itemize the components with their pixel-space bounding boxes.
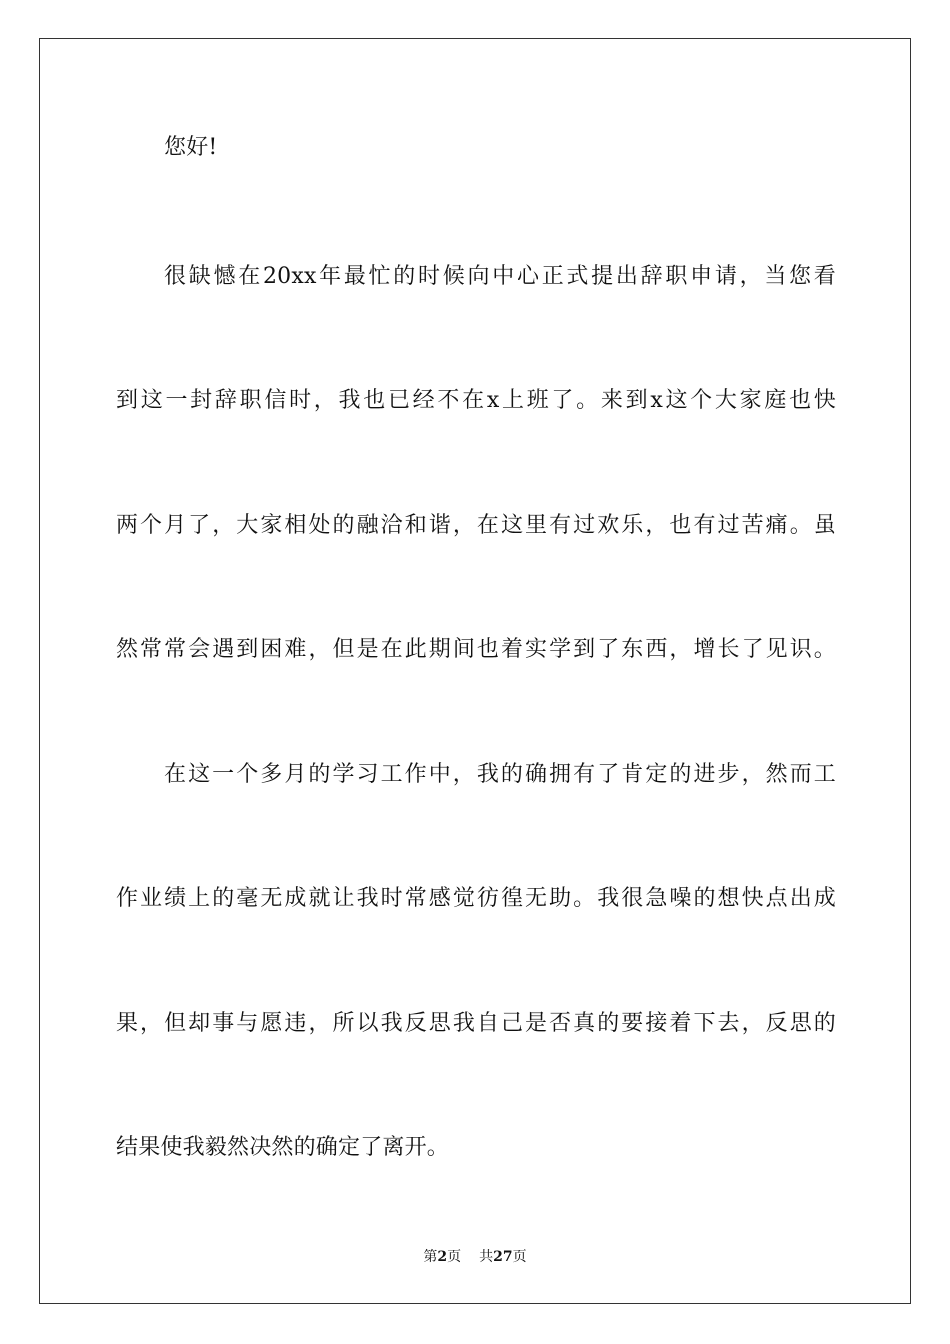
footer-page-total: 27 <box>493 1249 513 1265</box>
footer-total-prefix: 共 <box>479 1249 494 1265</box>
paragraph-line: 两个月了，大家相处的融洽和谐，在这里有过欢乐，也有过苦痛。虽 <box>116 513 836 538</box>
paragraph-line: 作业绩上的毫无成就让我时常感觉彷徨无助。我很急噪的想快点出成 <box>116 886 836 911</box>
footer-page-prefix: 第 <box>423 1249 438 1265</box>
page-footer <box>0 1248 950 1266</box>
paragraph-line: 很缺憾在20xx年最忙的时候向中心正式提出辞职申请，当您看 <box>164 264 836 289</box>
paragraph-line: 在这一个多月的学习工作中，我的确拥有了肯定的进步，然而工 <box>164 762 836 787</box>
footer-page-current: 2 <box>437 1249 448 1265</box>
paragraph-line: 果，但却事与愿违，所以我反思我自己是否真的要接着下去，反思的 <box>116 1011 836 1036</box>
paragraph-line: 结果使我毅然决然的确定了离开。 <box>116 1135 450 1160</box>
footer-page-suffix: 页 <box>447 1249 462 1265</box>
paragraph-line: 到这一封辞职信时，我也已经不在x上班了。来到x这个大家庭也快 <box>116 388 836 413</box>
footer-total-suffix: 页 <box>512 1249 527 1265</box>
paragraph-line: 然常常会遇到困难，但是在此期间也着实学到了东西，增长了见识。 <box>116 637 836 662</box>
greeting-line: 您好! <box>164 135 218 160</box>
page-border <box>39 38 911 1304</box>
